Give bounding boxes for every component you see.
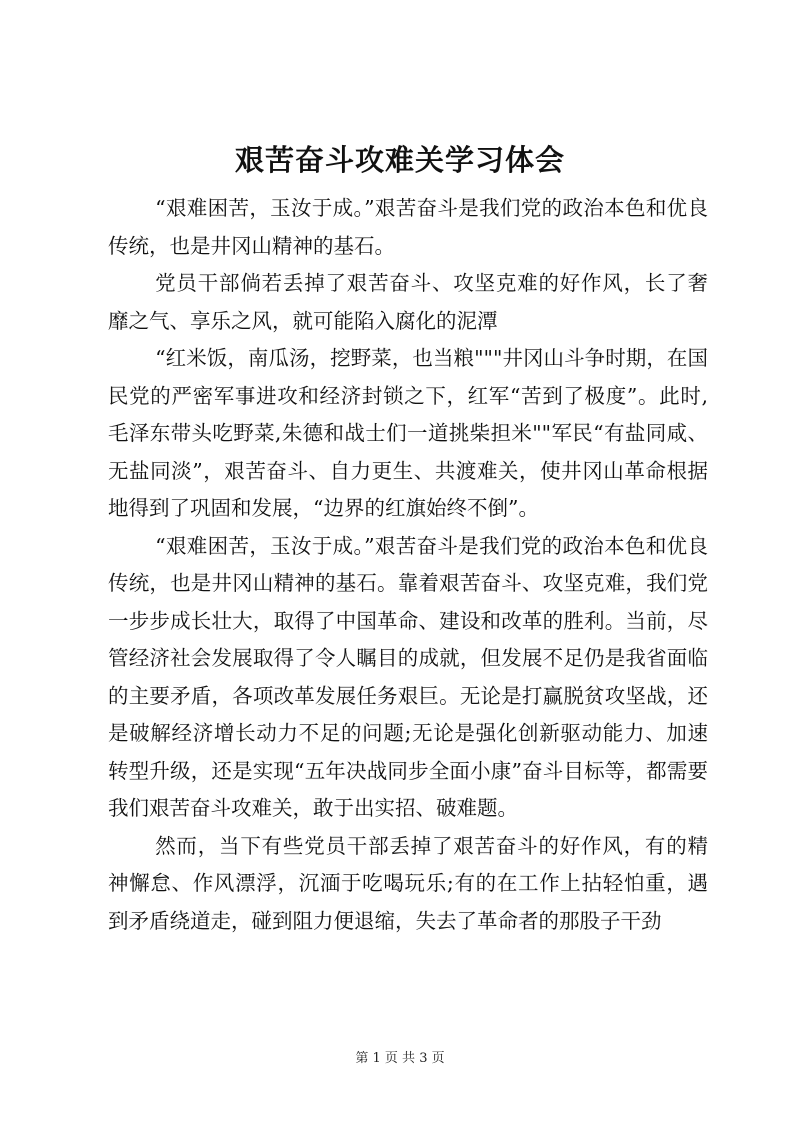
document-body xyxy=(108,190,708,940)
document-title: 艰苦奋斗攻难关学习体会 xyxy=(234,143,565,177)
page-number-footer: 第 1 页 共 3 页 xyxy=(355,1051,445,1066)
paragraph-5: 然而，当下有些党员干部丢掉了艰苦奋斗的好作风，有的精神懈怠、作风漂浮，沉湎于吃喝玩乐;有的在工作上拈轻怕重，遇到矛盾绕道走，碰到阻力便退缩，失去了革命者的那股子干劲 xyxy=(108,833,708,933)
paragraph-1: “艰难困苦，玉汝于成。”艰苦奋斗是我们党的政治本色和优良传统，也是井冈山精神的基石。 xyxy=(108,196,708,258)
paragraph-2: 党员干部倘若丢掉了艰苦奋斗、攻坚克难的好作风，长了奢靡之气、享乐之风，就可能陷入腐化的泥潭 xyxy=(108,271,708,333)
paragraph-4: “艰难困苦，玉汝于成。”艰苦奋斗是我们党的政治本色和优良传统，也是井冈山精神的基石。靠着艰苦奋斗、攻坚克难，我们党一步步成长壮大，取得了中国革命、建设和改革的胜利。当前，尽管经济社会发展取得了令人瞩目的成就，但发展不足仍是我省面临的主要矛盾，各项改革发展任务艰巨。无论是打赢脱贫攻坚战，还是破解经济增长动力不足的问题;无论是强化创新驱动能力、加速转型升级，还是实现“五年决战同步全面小康”奋斗目标等，都需要我们艰苦奋斗攻难关，敢于出实招、破难题。 xyxy=(108,533,708,820)
paragraph-3: “红米饭，南瓜汤，挖野菜，也当粮"""井冈山斗争时期，在国民党的严密军事进攻和经济封锁之下，红军“苦到了极度”。此时,毛泽东带头吃野菜,朱德和战士们一道挑柴担米""军民“有盐同咸、无盐同淡”，艰苦奋斗、自力更生、共渡难关，使井冈山革命根据地得到了巩固和发展，“边界的红旗始终不倒”。 xyxy=(108,346,708,520)
